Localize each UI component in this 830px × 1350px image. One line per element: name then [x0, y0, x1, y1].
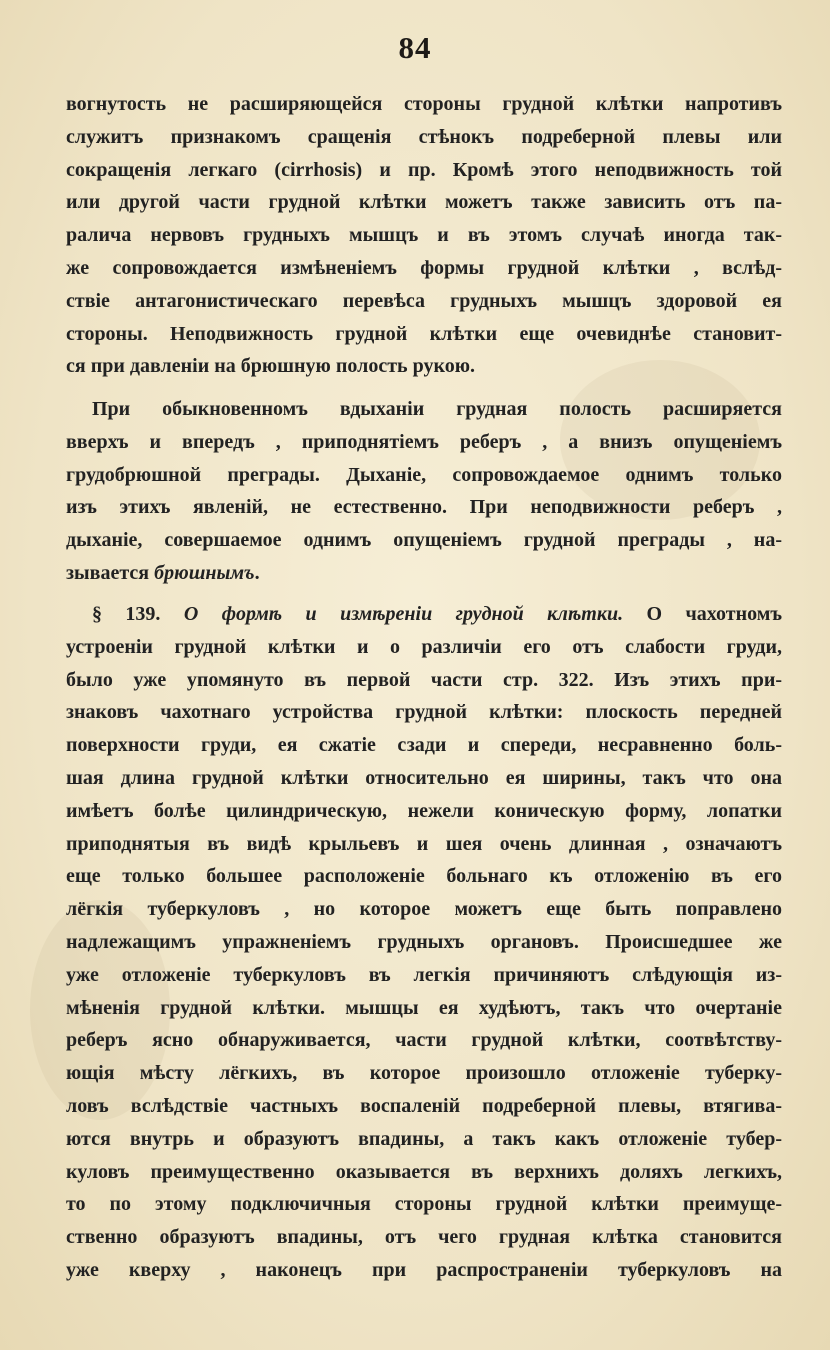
section-heading-line — [66, 598, 782, 631]
text-line: служитъ признакомъ сращенія стѣнокъ подреберной плевы или — [66, 125, 782, 148]
text-line: же сопровождается измѣненіемъ формы грудной клѣтки , вслѣд- — [66, 256, 782, 279]
text-line: ющія мѣсту лёгкихъ, въ которое произошло отложеніе туберку- — [66, 1062, 782, 1085]
text-line: ствіе антагонистическаго перевѣса грудныхъ мышцъ здоровой ея — [66, 289, 782, 312]
text-line: куловъ преимущественно оказывается въ верхнихъ доляхъ легкихъ, — [66, 1160, 782, 1183]
text-line: поверхности груди, ея сжатіе сзади и спереди, несравненно боль- — [66, 734, 782, 757]
text-line: то по этому подключичныя стороны грудной клѣтки преимуще- — [66, 1193, 782, 1216]
text-line: уже отложеніе туберкуловъ въ легкія причиняютъ слѣдующія из- — [66, 963, 782, 986]
text-line: ся при давленіи на брюшную полость рукою. — [66, 355, 476, 378]
text-line: знаковъ чахотнаго устройства грудной клѣтки: плоскость передней — [66, 701, 782, 724]
text-line — [66, 557, 782, 590]
text-line: грудобрюшной преграды. Дыханіе, сопровождаемое однимъ только — [66, 463, 782, 486]
text-line: приподнятыя въ видѣ крыльевъ и шея очень длинная , означаютъ — [66, 832, 782, 855]
text-line: уже кверху , наконецъ при распространеніи туберкуловъ на — [66, 1258, 782, 1281]
text-line: вогнутость не расширяющейся стороны грудной клѣтки напротивъ — [66, 93, 782, 115]
text-fragment: зывается — [66, 561, 155, 584]
section-title: О формѣ и измѣреніи грудной клѣтки. — [183, 603, 624, 625]
paragraph-1 — [66, 88, 782, 383]
italic-term: брюшнымъ — [154, 561, 255, 584]
text-fragment: . — [254, 561, 260, 584]
text-line: дыханіе, совершаемое однимъ опущеніемъ грудной преграды , на- — [66, 529, 782, 552]
text-line: ственно образуютъ впадины, отъ чего грудная клѣтка становится — [66, 1226, 782, 1249]
text-line: лёгкія туберкуловъ , но которое можетъ еще быть поправлено — [66, 898, 782, 921]
paragraph-3 — [66, 598, 782, 1287]
text-line: ловъ вслѣдствіе частныхъ воспаленій подреберной плевы, втягива- — [66, 1094, 782, 1117]
text-line: было уже упомянуто въ первой части стр. 322. Изъ этихъ при- — [66, 668, 782, 691]
paragraph-2 — [66, 393, 782, 590]
section-number: § 139. — [92, 603, 161, 625]
text-line: стороны. Неподвижность грудной клѣтки еще очевиднѣе становит- — [66, 322, 782, 345]
text-line: сокращенія легкаго (cirrhosis) и пр. Кромѣ этого неподвижность той — [66, 158, 782, 181]
text-line: или другой части грудной клѣтки можетъ также зависить отъ па- — [66, 191, 782, 214]
text-line: надлежащимъ упражненіемъ грудныхъ органовъ. Происшедшее же — [66, 930, 782, 953]
text-line: мѣненія грудной клѣтки. мышцы ея худѣютъ, такъ что очертаніе — [66, 996, 782, 1019]
text-line: реберъ ясно обнаруживается, части грудной клѣтки, соотвѣтству- — [66, 1029, 782, 1052]
text-line: ралича нервовъ грудныхъ мышцъ и въ этомъ случаѣ иногда так- — [66, 224, 782, 247]
text-line: вверхъ и впередъ , приподнятіемъ реберъ , а внизъ опущеніемъ — [66, 430, 782, 453]
page-number: 84 — [398, 30, 432, 65]
text-line: изъ этихъ явленій, не естественно. При неподвижности реберъ , — [66, 496, 782, 519]
text-fragment: О чахотномъ — [646, 603, 782, 625]
text-line: ются внутрь и образуютъ впадины, а такъ какъ отложеніе тубер- — [66, 1127, 782, 1150]
text-line: устроеніи грудной клѣтки и о различіи его отъ слабости груди, — [66, 635, 782, 658]
text-line: еще только большее расположеніе больнаго къ отложенію въ его — [66, 865, 782, 888]
text-line: При обыкновенномъ вдыханіи грудная полость расширяется — [92, 398, 782, 420]
text-line: шая длина грудной клѣтки относительно ея ширины, такъ что она — [66, 766, 782, 789]
text-line: имѣетъ болѣе цилиндрическую, нежели коническую форму, лопатки — [66, 799, 782, 822]
